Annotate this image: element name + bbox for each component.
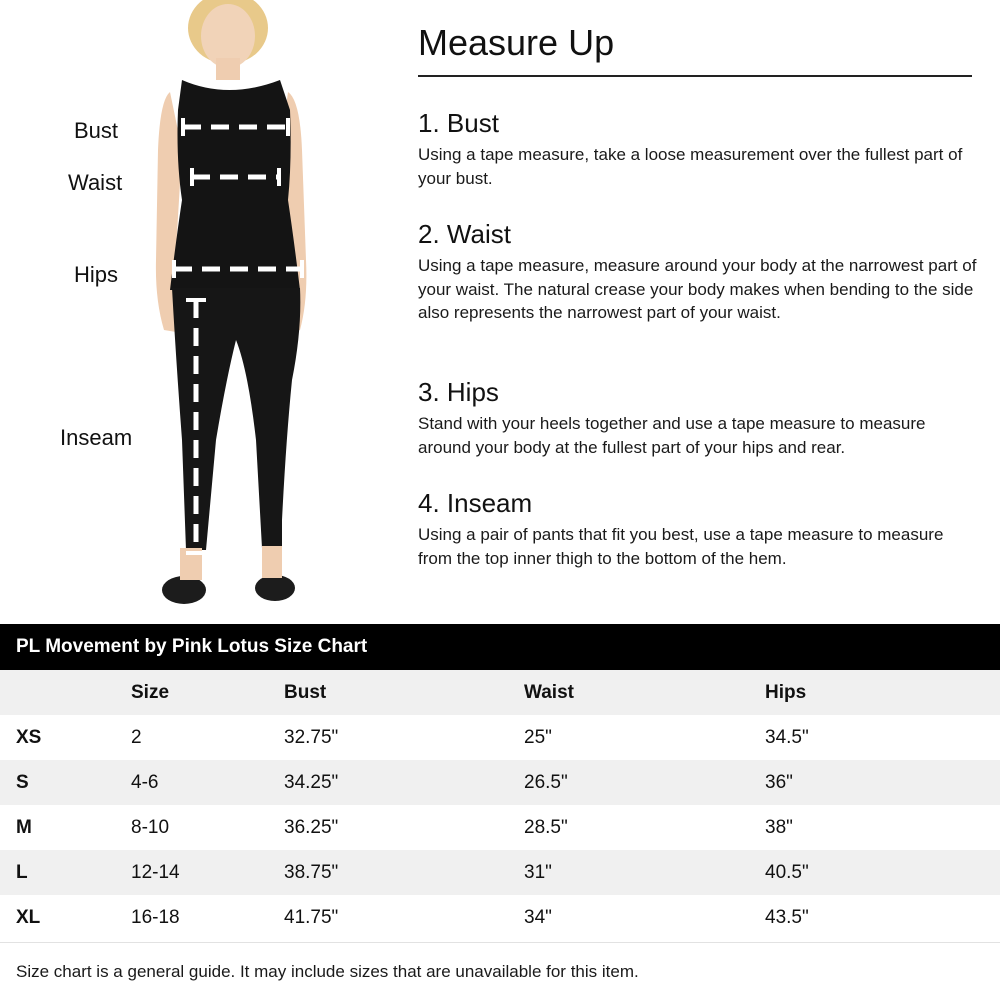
size-label: M	[16, 817, 32, 838]
inseam-label: Inseam	[60, 425, 133, 450]
waist-value: 34"	[524, 907, 552, 928]
size-number: 2	[131, 727, 142, 748]
table-row	[0, 760, 1000, 805]
bust-value: 32.75"	[284, 727, 339, 748]
size-number: 16-18	[131, 907, 180, 928]
table-row	[0, 850, 1000, 895]
table-divider	[0, 942, 1000, 943]
hips-label: Hips	[74, 262, 119, 287]
size-label: L	[16, 862, 28, 883]
waist-value: 28.5"	[524, 817, 568, 838]
table-header-row	[0, 670, 1000, 715]
column-header-bust: Bust	[284, 682, 327, 703]
step-hips-title: 3. Hips	[418, 377, 499, 407]
step-inseam-title: 4. Inseam	[418, 488, 533, 518]
column-header-hips: Hips	[765, 682, 807, 703]
step-waist-title: 2. Waist	[418, 219, 511, 249]
table-row	[0, 895, 1000, 940]
hips-value: 34.5"	[765, 727, 809, 748]
size-number: 8-10	[131, 817, 170, 838]
size-number: 12-14	[131, 862, 180, 883]
bust-label: Bust	[74, 118, 119, 143]
step-inseam-text: Using a pair of pants that fit you best, use a tape measure to measure from the top inner thigh to the bottom of the hem.	[418, 525, 944, 568]
waist-value: 31"	[524, 862, 552, 883]
step-waist-text: Using a tape measure, measure around your body at the narrowest part of your waist. The natural crease your body makes when bending to the side also represents the narrowest part of your waist.	[418, 256, 977, 322]
page-title: Measure Up	[418, 22, 615, 63]
hips-value: 38"	[765, 817, 793, 838]
step-bust-title: 1. Bust	[418, 108, 499, 138]
measurement-figure	[0, 0, 400, 620]
bust-value: 41.75"	[284, 907, 339, 928]
bust-value: 34.25"	[284, 772, 339, 793]
hips-value: 36"	[765, 772, 793, 793]
waist-label: Waist	[68, 170, 123, 195]
model-illustration	[0, 0, 400, 620]
table-row	[0, 715, 1000, 760]
size-label: XS	[16, 727, 42, 748]
waist-value: 25"	[524, 727, 552, 748]
table-row	[0, 805, 1000, 850]
hips-value: 43.5"	[765, 907, 809, 928]
size-label: XL	[16, 907, 41, 928]
bust-value: 36.25"	[284, 817, 339, 838]
column-header-waist: Waist	[524, 682, 574, 703]
waist-value: 26.5"	[524, 772, 568, 793]
size-chart-footnote: Size chart is a general guide. It may include sizes that are unavailable for this item.	[16, 962, 639, 981]
step-hips-text: Stand with your heels together and use a tape measure to measure around your body at the fullest part of your hips and rear.	[418, 414, 926, 457]
hips-value: 40.5"	[765, 862, 809, 883]
size-chart-title: PL Movement by Pink Lotus Size Chart	[0, 624, 1000, 670]
title-divider	[418, 75, 972, 77]
bust-value: 38.75"	[284, 862, 339, 883]
column-header-size: Size	[131, 682, 170, 703]
step-bust-text: Using a tape measure, take a loose measurement over the fullest part of your bust.	[418, 145, 963, 188]
size-number: 4-6	[131, 772, 159, 793]
size-label: S	[16, 772, 29, 793]
